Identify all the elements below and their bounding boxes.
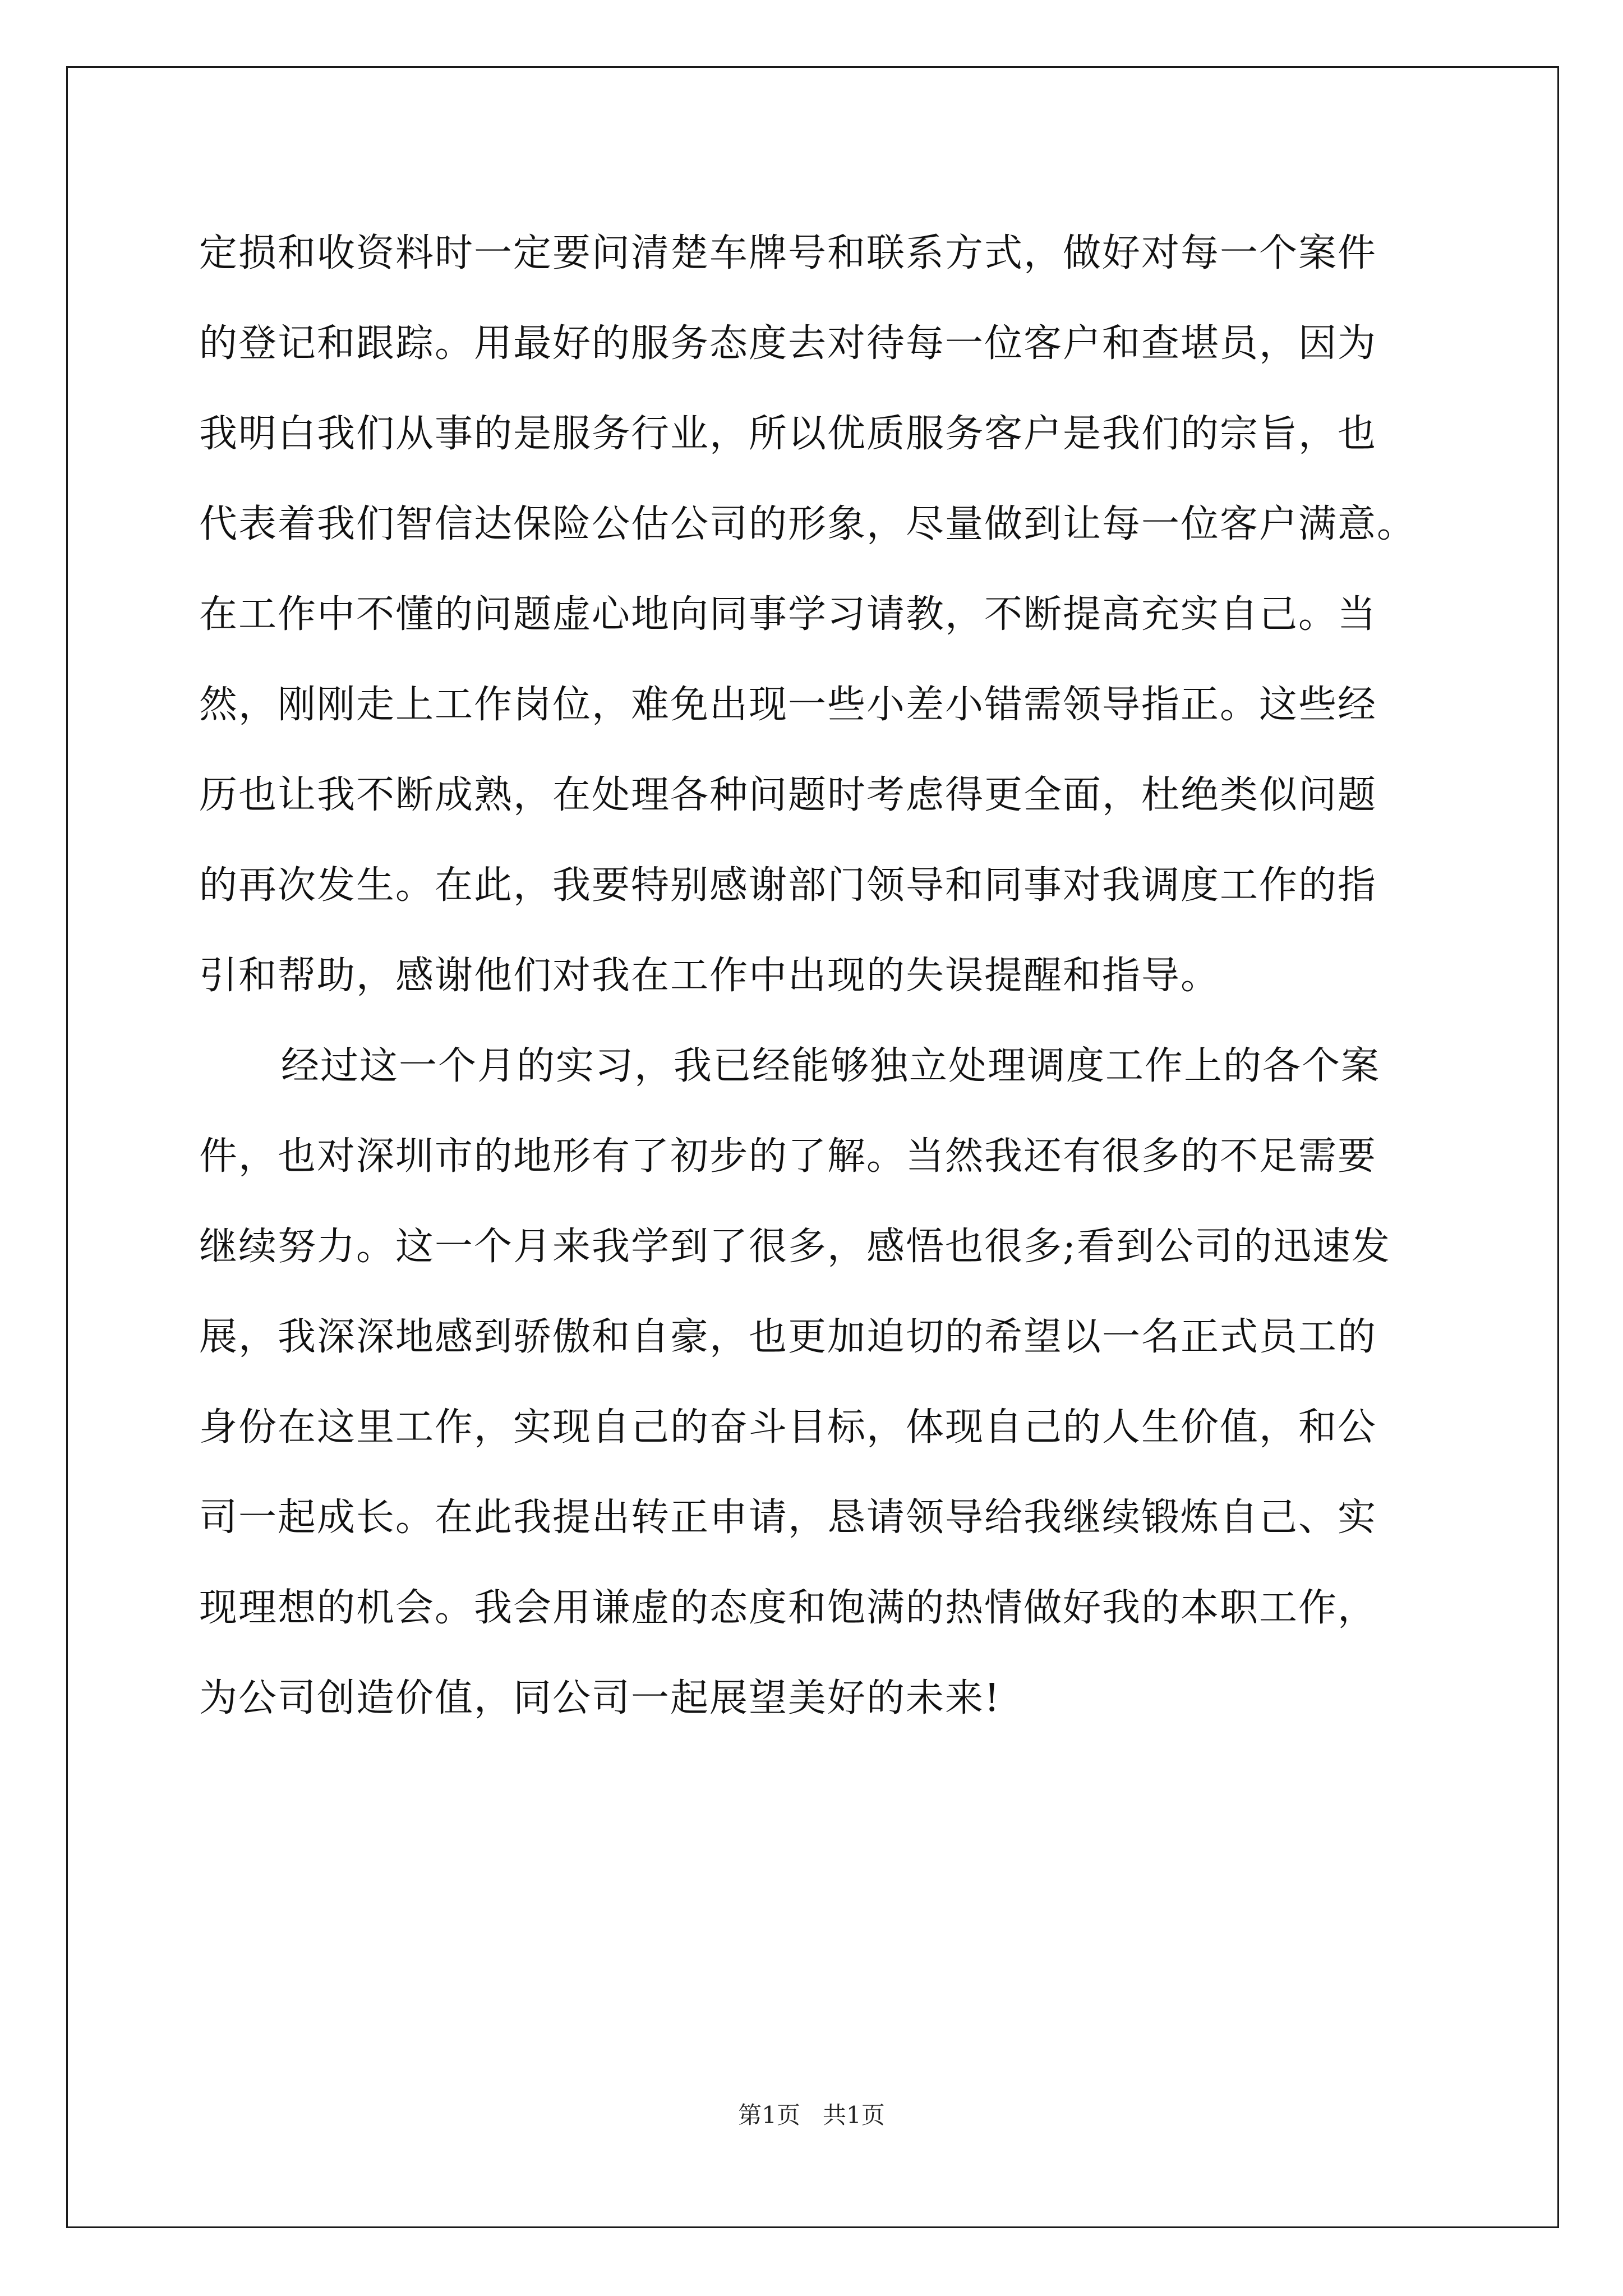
paragraph-first-line: 经过这一个月的实习，我已经能够独立处理调度工作上的各个案	[281, 1044, 1381, 1088]
text-line: 现理想的机会。我会用谦虚的态度和饱满的热情做好我的本职工作，	[199, 1586, 1377, 1630]
text-line: 在工作中不懂的问题虚心地向同事学习请教，不断提高充实自己。当	[199, 592, 1377, 637]
text-line: 件，也对深圳市的地形有了初步的了解。当然我还有很多的不足需要	[199, 1134, 1377, 1179]
text-line: 司一起成长。在此我提出转正申请，恳请领导给我继续锻炼自己、实	[199, 1496, 1377, 1540]
text-line: 我明白我们从事的是服务行业，所以优质服务客户是我们的宗旨，也	[199, 412, 1377, 456]
document-body	[199, 220, 1433, 1755]
text-line: 展，我深深地感到骄傲和自豪，也更加迫切的希望以一名正式员工的	[199, 1315, 1377, 1359]
text-line: 定损和收资料时一定要问清楚车牌号和联系方式，做好对每一个案件	[199, 231, 1377, 275]
text-line: 继续努力。这一个月来我学到了很多，感悟也很多;看到公司的迅速发	[199, 1225, 1391, 1269]
text-line: 代表着我们智信达保险公估公司的形象，尽量做到让每一位客户满意。	[199, 502, 1417, 546]
text-line: 身份在这里工作，实现自己的奋斗目标，体现自己的人生价值，和公	[199, 1405, 1377, 1450]
text-line: 引和帮助，感谢他们对我在工作中出现的失误提醒和指导。	[199, 954, 1220, 998]
text-line: 历也让我不断成熟，在处理各种问题时考虑得更全面，杜绝类似问题	[199, 773, 1377, 817]
text-line: 为公司创造价值，同公司一起展望美好的未来!	[199, 1676, 1001, 1720]
text-line: 的再次发生。在此，我要特别感谢部门领导和同事对我调度工作的指	[199, 863, 1377, 908]
text-line: 然，刚刚走上工作岗位，难免出现一些小差小错需领导指正。这些经	[199, 683, 1377, 727]
page-footer: 第1页 共1页	[738, 2101, 885, 2129]
text-line: 的登记和跟踪。用最好的服务态度去对待每一位客户和查堪员，因为	[199, 321, 1377, 366]
